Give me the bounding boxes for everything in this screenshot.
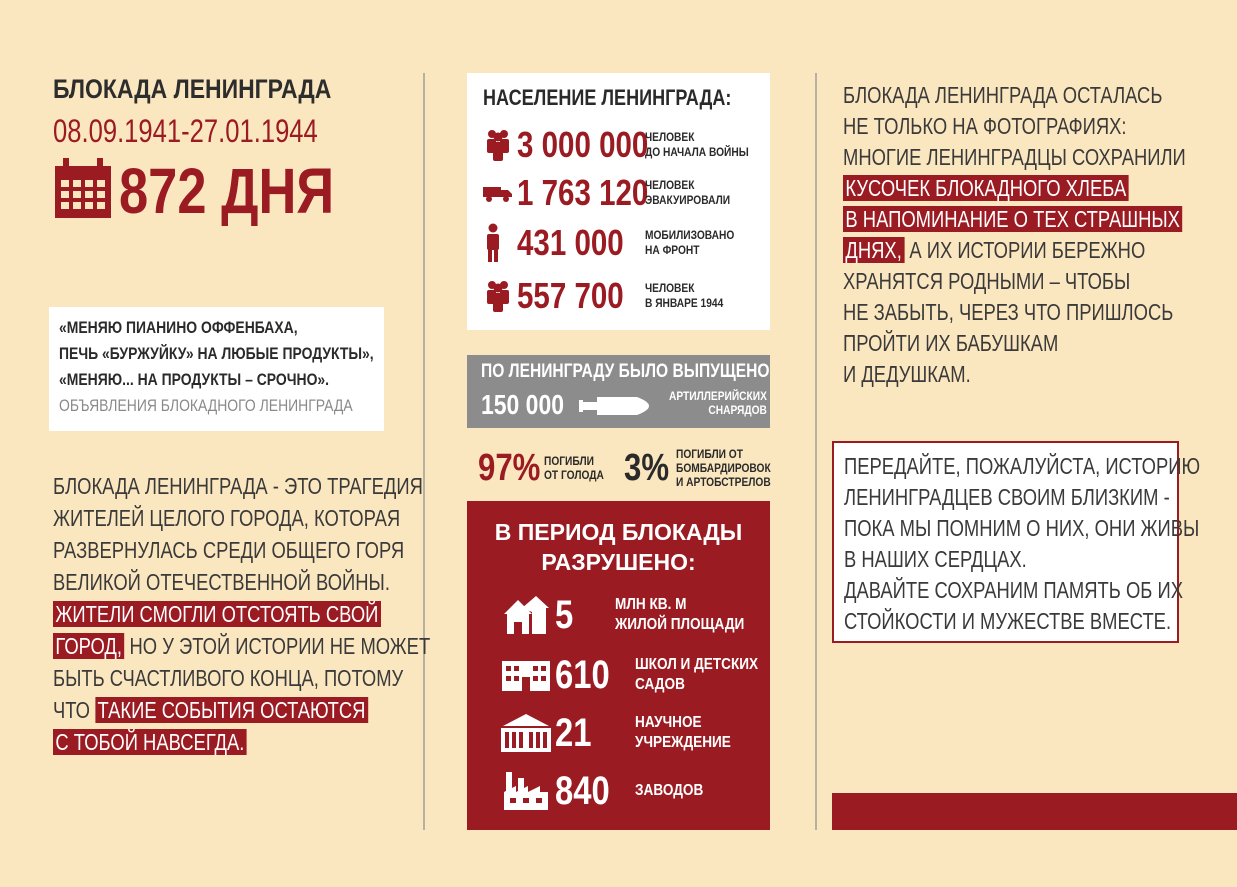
column-divider-right <box>815 73 817 830</box>
population-desc: МОБИЛИЗОВАНО НА ФРОНТ <box>645 228 735 257</box>
text-line: И ДЕДУШКАМ. <box>843 361 971 387</box>
call-to-action-box <box>832 441 1201 643</box>
text-fragment: НО У ЭТОЙ ИСТОРИИ НЕ МОЖЕТ <box>124 633 431 659</box>
shells-desc: АРТИЛЛЕРИЙСКИХ СНАРЯДОВ <box>669 389 767 417</box>
text-line: ХРАНЯТСЯ РОДНЫМИ – ЧТОБЫ <box>843 268 1131 294</box>
soldier-icon <box>483 223 517 263</box>
destroyed-row <box>497 649 780 701</box>
text-line: РАЗВЕРНУЛАСЬ СРЕДИ ОБЩЕГО ГОРЯ <box>53 537 405 563</box>
text-line: ПРОЙТИ ИХ БАБУШКАМ <box>843 330 1059 356</box>
destroyed-desc: НАУЧНОЕ УЧРЕЖДЕНИЕ <box>635 714 731 751</box>
destroyed-desc: ШКОЛ И ДЕТСКИХ САДОВ <box>635 656 759 693</box>
hunger-desc: ПОГИБЛИ ОТ ГОЛОДА <box>544 454 604 482</box>
destroyed-desc: ЗАВОДОВ <box>635 782 704 799</box>
page-title: БЛОКАДА ЛЕНИНГРАДА <box>53 74 332 104</box>
destroyed-value: 610 <box>555 652 610 697</box>
destroyed-row <box>497 765 715 817</box>
intro-paragraph <box>53 470 433 758</box>
people-group-icon <box>483 128 517 162</box>
text-line: ЖИТЕЛЕЙ ЦЕЛОГО ГОРОДА, КОТОРАЯ <box>53 505 401 531</box>
destroyed-value: 5 <box>555 592 574 637</box>
population-value: 557 700 <box>517 275 624 316</box>
quote-source: ОБЪЯВЛЕНИЯ БЛОКАДНОГО ЛЕНИНГРАДА <box>59 396 353 415</box>
population-title: НАСЕЛЕНИЕ ЛЕНИНГРАДА: <box>483 85 732 110</box>
population-row <box>483 121 767 169</box>
shell-icon <box>579 391 663 426</box>
destroyed-row <box>497 589 767 641</box>
shells-value: 150 000 <box>481 389 564 420</box>
text-line <box>843 235 1186 266</box>
memory-paragraph <box>843 80 1237 390</box>
house-icon <box>497 594 555 636</box>
highlight-text: ДНЯХ, <box>843 237 904 263</box>
text-line: ДАВАЙТЕ СОХРАНИМ ПАМЯТЬ ОБ ИХ <box>844 577 1183 603</box>
text-line <box>53 694 366 726</box>
text-line: ПОКА МЫ ПОМНИМ О НИХ, ОНИ ЖИВЫ <box>844 515 1200 541</box>
population-desc: ЧЕЛОВЕК ДО НАЧАЛА ВОЙНЫ <box>645 130 749 159</box>
text-line: НЕ ЗАБЫТЬ, ЧЕРЕЗ ЧТО ПРИШЛОСЬ <box>843 299 1174 325</box>
text-line: БЛОКАДА ЛЕНИНГРАДА ОСТАЛАСЬ <box>843 82 1163 108</box>
destroyed-desc: МЛН КВ. М ЖИЛОЙ ПЛОЩАДИ <box>615 596 745 633</box>
destroyed-title: В ПЕРИОД БЛОКАДЫ РАЗРУШЕНО: <box>494 519 743 575</box>
text-line: МНОГИЕ ЛЕНИНГРАДЦЫ СОХРАНИЛИ <box>843 144 1186 170</box>
text-line <box>843 204 1186 235</box>
text-line: ПЕРЕДАЙТЕ, ПОЖАЛУЙСТА, ИСТОРИЮ <box>844 453 1201 479</box>
destroyed-value: 21 <box>555 710 592 755</box>
truck-icon <box>483 183 517 203</box>
deaths-row <box>478 444 787 492</box>
text-fragment: ЧТО <box>53 697 96 723</box>
institution-icon <box>497 714 555 752</box>
text-fragment: А ИХ ИСТОРИИ БЕРЕЖНО <box>904 237 1146 263</box>
quote-box <box>49 307 384 431</box>
highlight-text: В НАПОМИНАНИЕ О ТЕХ СТРАШНЫХ <box>843 206 1182 232</box>
population-desc: ЧЕЛОВЕК ЭВАКУИРОВАЛИ <box>645 178 731 207</box>
text-line <box>843 173 1186 204</box>
population-value: 1 763 120 <box>517 172 649 213</box>
text-line: БЛОКАДА ЛЕНИНГРАДА - ЭТО ТРАГЕДИЯ <box>53 473 423 499</box>
people-group-icon <box>483 279 517 313</box>
text-line: СТОЙКОСТИ И МУЖЕСТВЕ ВМЕСТЕ. <box>844 608 1172 634</box>
destroyed-row <box>497 707 748 759</box>
blockade-dates: 08.09.1941-27.01.1944 <box>53 113 318 149</box>
days-count-row <box>53 155 381 227</box>
destroyed-value: 840 <box>555 768 610 813</box>
population-row <box>483 272 737 320</box>
highlight-text: ТАКИЕ СОБЫТИЯ ОСТАЮТСЯ <box>95 697 368 723</box>
calendar-icon <box>53 158 113 225</box>
days-count: 872 ДНЯ <box>119 155 335 227</box>
highlight-text: ГОРОД, <box>53 633 124 659</box>
text-line <box>53 630 431 662</box>
decorative-bar <box>832 793 1237 830</box>
bomb-desc: ПОГИБЛИ ОТ БОМБАРДИРОВОК И АРТОБСТРЕЛОВ <box>676 447 771 489</box>
school-icon <box>497 659 555 691</box>
population-panel <box>467 73 770 330</box>
population-value: 3 000 000 <box>517 124 649 165</box>
highlight-text: КУСОЧЕК БЛОКАДНОГО ХЛЕБА <box>843 175 1129 201</box>
text-line: ВЕЛИКОЙ ОТЕЧЕСТВЕННОЙ ВОЙНЫ. <box>53 569 390 595</box>
shells-panel <box>467 355 770 428</box>
bomb-percent: 3% <box>624 446 670 489</box>
text-line: НЕ ТОЛЬКО НА ФОТОГРАФИЯХ: <box>843 113 1127 139</box>
text-line: БЫТЬ СЧАСТЛИВОГО КОНЦА, ПОТОМУ <box>53 665 404 691</box>
highlight-text: С ТОБОЙ НАВСЕГДА. <box>53 729 247 755</box>
population-row <box>483 219 750 267</box>
quote-line: ПЕЧЬ «БУРЖУЙКУ» НА ЛЮБЫЕ ПРОДУКТЫ», <box>59 344 374 363</box>
population-value: 431 000 <box>517 222 624 263</box>
text-line <box>53 598 379 630</box>
highlight-text: ЖИТЕЛИ СМОГЛИ ОТСТОЯТЬ СВОЙ <box>53 601 381 627</box>
text-line: В НАШИХ СЕРДЦАХ. <box>844 546 1027 572</box>
hunger-percent: 97% <box>478 446 541 489</box>
population-row <box>483 169 745 217</box>
factory-icon <box>497 772 555 810</box>
shells-title: ПО ЛЕНИНГРАДУ БЫЛО ВЫПУЩЕНО <box>481 361 770 382</box>
quote-line: «МЕНЯЮ ПИАНИНО ОФФЕНБАХА, <box>59 318 298 337</box>
population-desc: ЧЕЛОВЕК В ЯНВАРЕ 1944 <box>645 281 724 310</box>
destroyed-panel <box>467 501 770 830</box>
text-line: ЛЕНИНГРАДЦЕВ СВОИМ БЛИЗКИМ - <box>844 484 1170 510</box>
text-line <box>53 726 357 758</box>
quote-line: «МЕНЯЮ... НА ПРОДУКТЫ – СРОЧНО». <box>59 370 330 389</box>
